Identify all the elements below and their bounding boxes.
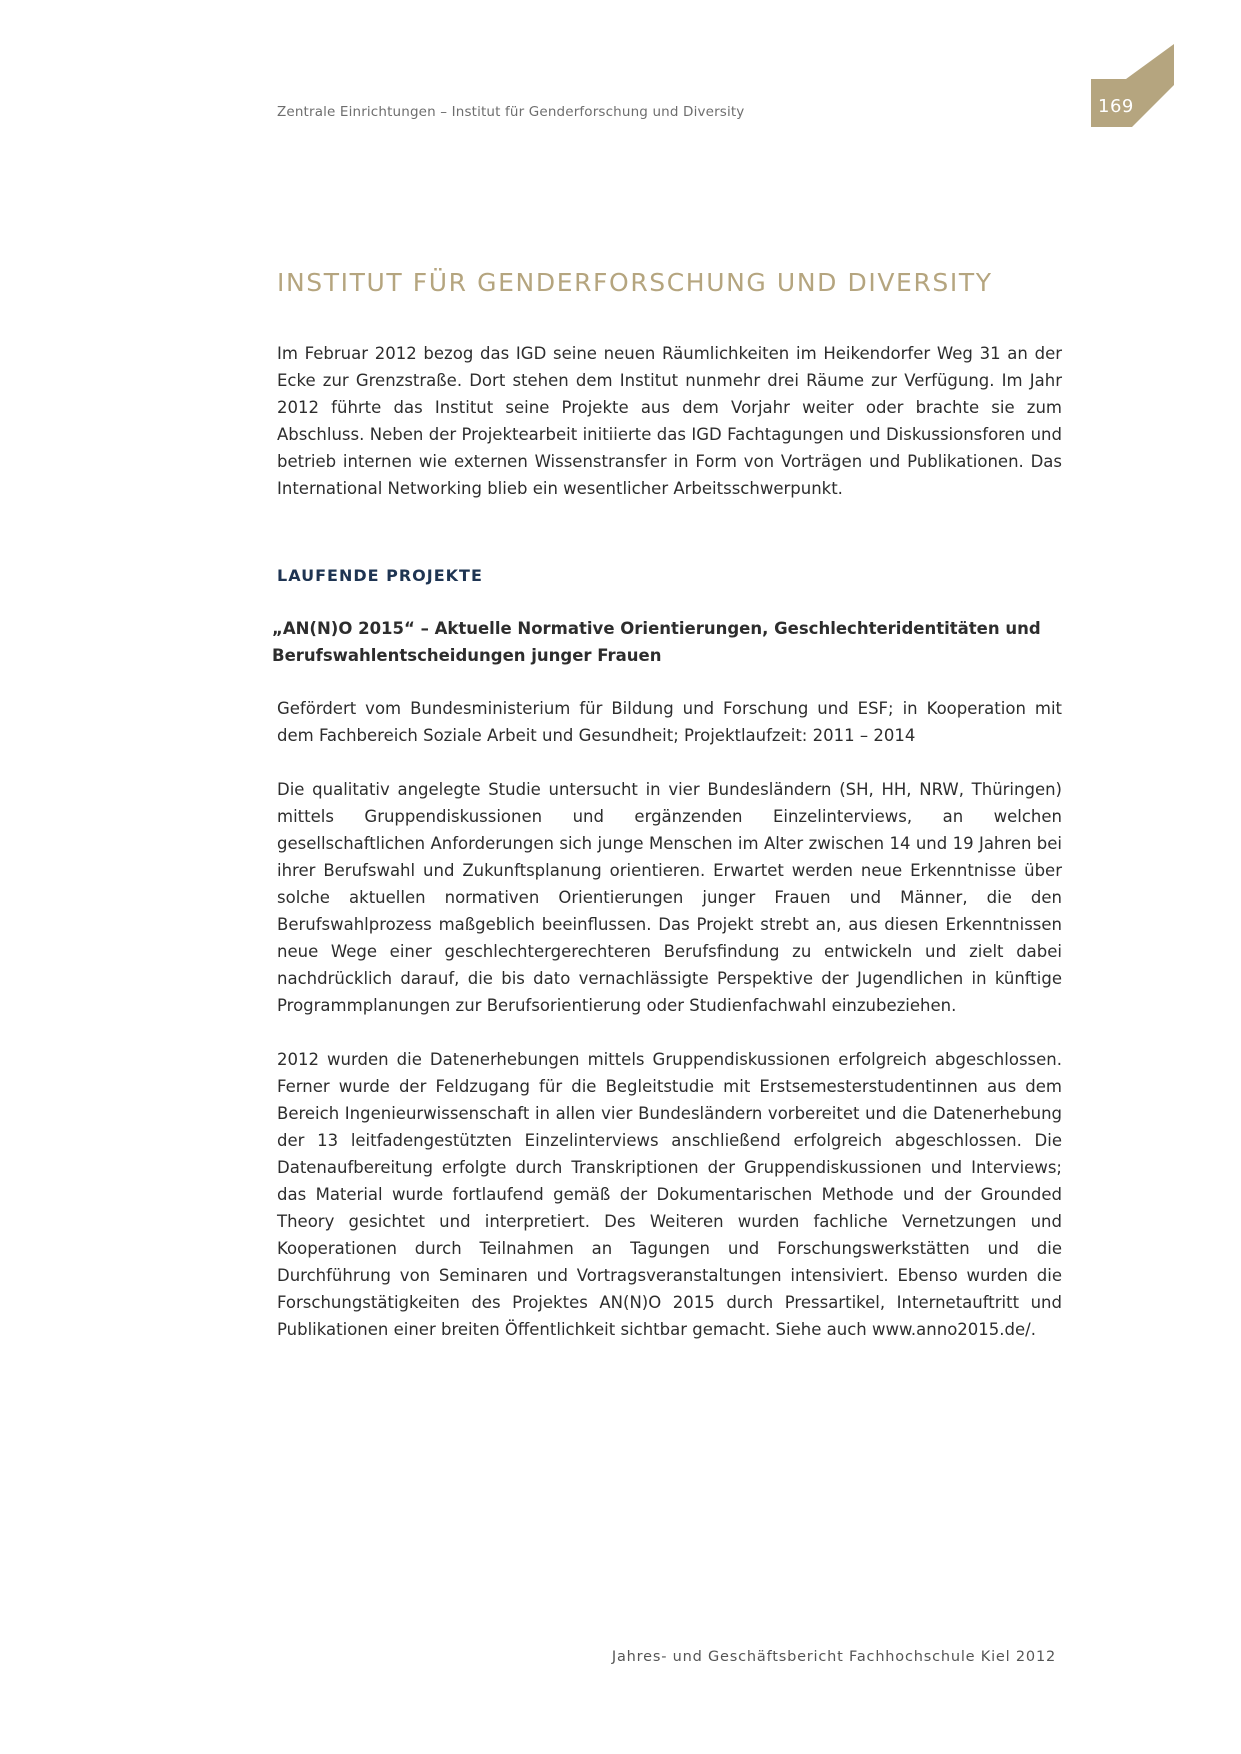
section-title: INSTITUT FÜR GENDERFORSCHUNG UND DIVERSITY	[277, 268, 993, 297]
progress-paragraph: 2012 wurden die Datenerhebungen mittels Gruppendiskussionen erfolgreich abgeschlossen. Ferner wurde der Feldzugang für die Begleitstudie mit Erstsemesterstudentinnen aus dem Bereich Ingenieurwissenschaft in allen vier Bundesländern vorbereitet und die Datenerhebung der 13 leitfadengestützten Einzelinterviews anschließend erfolgreich abgeschlossen. Die Datenaufbereitung erfolgte durch Transkriptionen der Gruppendiskussionen und Interviews; das Material wurde fortlaufend gemäß der Dokumentarischen Methode und der Grounded Theory gesichtet und interpretiert. Des Weiteren wurden fachliche Vernetzungen und Kooperationen durch Teilnahmen an Tagungen und Forschungswerkstätten und die Durchführung von Seminaren und Vortragsveranstaltungen intensiviert. Ebenso wurden die Forschungstätigkeiten des Projektes AN(N)O 2015 durch Pressartikel, Internetauftritt und Publikationen einer breiten Öffentlichkeit sichtbar gemacht. Siehe auch www.anno2015.de/.	[277, 1050, 1062, 1339]
running-header: Zentrale Einrichtungen – Institut für Genderforschung und Diversity	[277, 104, 745, 120]
description-paragraph: Die qualitativ angelegte Studie untersucht in vier Bundesländern (SH, HH, NRW, Thüringen) mittels Gruppendiskussionen und ergänzenden Einzelinterviews, an welchen gesellschaftlichen Anforderungen sich junge Menschen im Alter zwischen 14 und 19 Jahren bei ihrer Berufswahl und Zukunftsplanung orientieren. Erwartet werden neue Erkenntnisse über solche aktuellen normativen Orientierungen junger Frauen und Männer, die den Berufswahlprozess maßgeblich beeinflussen. Das Projekt strebt an, aus diesen Erkenntnissen neue Wege einer geschlechtergerechteren Berufsfindung zu entwickeln und zielt dabei nachdrücklich darauf, die bis dato vernachlässigte Perspektive der Jugendlichen in künftige Programmplanungen zur Berufsorientierung oder Studienfachwahl einzubeziehen.	[277, 780, 1062, 1015]
main-content	[272, 266, 1062, 1343]
page-number: 169	[1098, 96, 1134, 117]
subheading-ongoing-projects: LAUFENDE PROJEKTE	[277, 566, 483, 585]
page-footer: Jahres- und Geschäftsbericht Fachhochschule Kiel 2012	[611, 1649, 1056, 1665]
funding-paragraph: Gefördert vom Bundesministerium für Bildung und Forschung und ESF; in Kooperation mit dem Fachbereich Soziale Arbeit und Gesundheit; Projektlaufzeit: 2011 – 2014	[277, 699, 1062, 745]
project-title: „AN(N)O 2015“ – Aktuelle Normative Orientierungen, Geschlechteridentitäten und Berufswahlentscheidungen junger Frauen	[272, 619, 1041, 665]
intro-paragraph: Im Februar 2012 bezog das IGD seine neuen Räumlichkeiten im Heikendorfer Weg 31 an der Ecke zur Grenzstraße. Dort stehen dem Institut nunmehr drei Räume zur Verfügung. Im Jahr 2012 führte das Institut seine Projekte aus dem Vorjahr weiter oder brachte sie zum Abschluss. Neben der Projektearbeit initiierte das IGD Fachtagungen und Diskussionsforen und betrieb internen wie externen Wissenstransfer in Form von Vorträgen und Publikationen. Das International Networking blieb ein wesentlicher Arbeitsschwerpunkt.	[277, 344, 1062, 498]
